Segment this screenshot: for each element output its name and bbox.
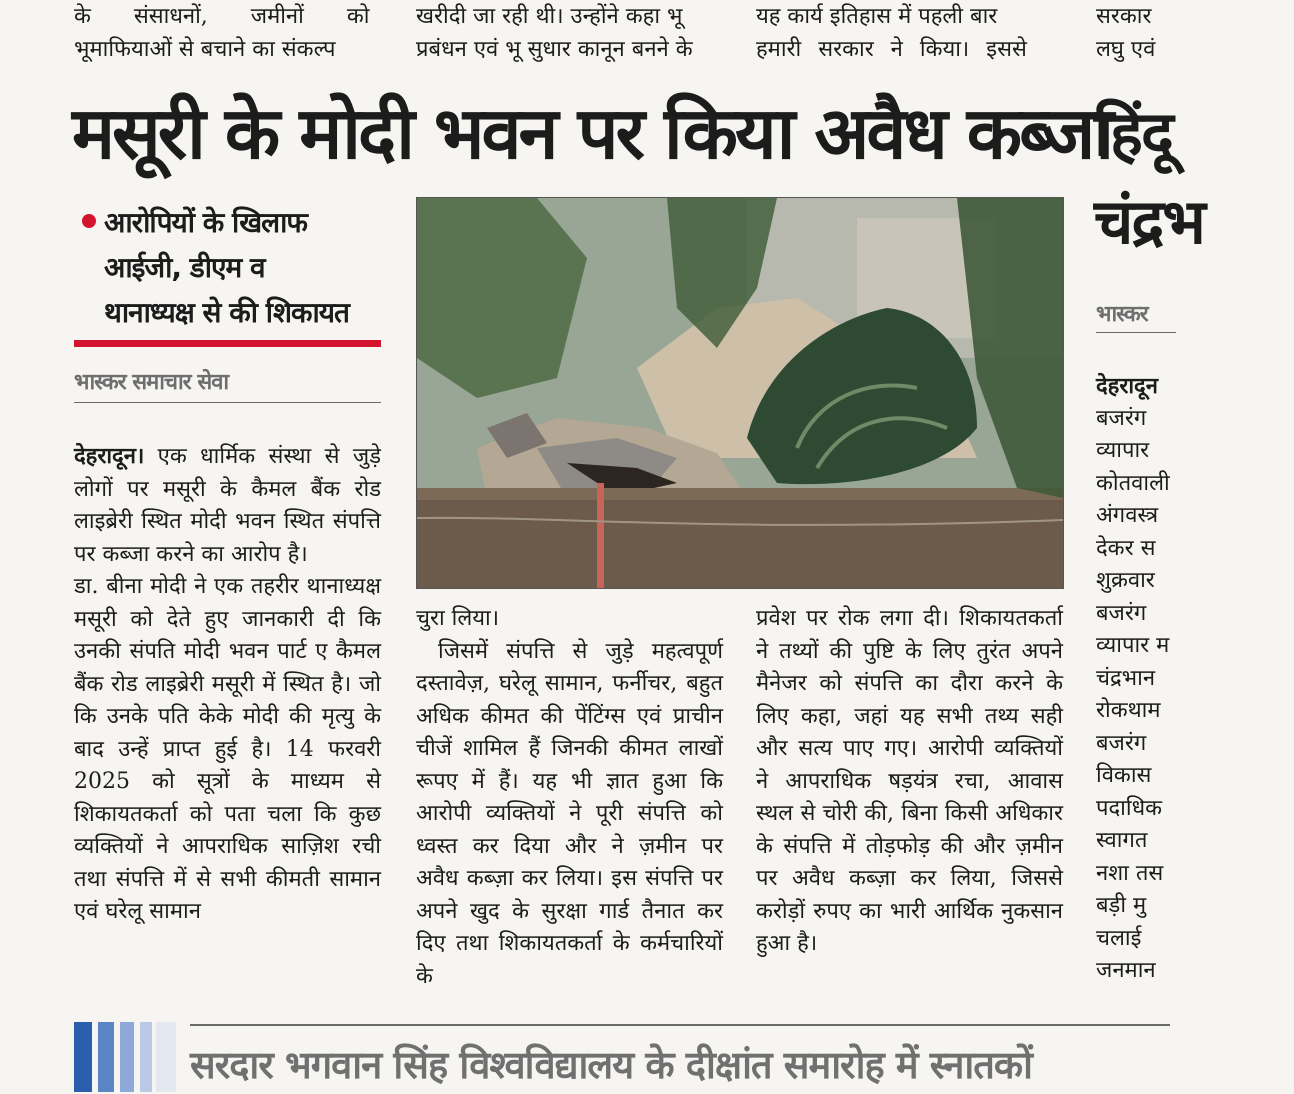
subhead-block	[78, 200, 398, 335]
col4-line: व्यापार	[1096, 438, 1150, 463]
col4-line: चलाई	[1096, 925, 1142, 951]
dateline: देहरादून	[1096, 373, 1158, 399]
footer-stripes	[74, 1022, 184, 1092]
col4-line: अंगवस्त्र	[1096, 503, 1159, 528]
article-column-4	[1096, 370, 1176, 988]
col4-line: बड़ी मु	[1096, 893, 1147, 918]
body-paragraph: प्रवेश पर रोक लगा दी। शिकायतकर्ता ने तथ्यों की पुष्टि के लिए तुरंत अपने मैनेजर को संपत्ति का दौरा करने के लिए कहा, जहां यह सभी तथ्य सही और सत्य पाए गए। आरोपी व्यक्तियों ने आपराधिक षड़यंत्र रचा, आवास स्थल से चोरी की, बिना किसी अधिकार के संपत्ति में तोड़फोड़ की और ज़मीन पर अवैध कब्ज़ा कर लिया, जिससे करोड़ों रुपए का भारी आर्थिक नुकसान हुआ है।	[756, 606, 1063, 956]
body-paragraph: डा. बीना मोदी ने एक तहरीर थानाध्यक्ष मसूरी को देते हुए जानकारी दी कि उनकी संपति मोदी भवन पार्ट ए कैमल बैंक रोड लाइब्रेरी मसूरी में स्थित है। जो कि उनके पति केके मोदी की मृत्यु के बाद उन्हें प्राप्त हुई है। 14 फरवरी 2025 को सूत्रों के माध्यम से शिकायतकर्ता को पता चला कि कुछ व्यक्तियों ने आपराधिक साज़िश रची तथा संपत्ति में से सभी कीमती सामान एवं घरेलू सामान	[74, 574, 381, 924]
stripe	[120, 1022, 134, 1092]
col4-line: पदाधिक	[1096, 795, 1163, 821]
top-strip-line: खरीदी जा रही थी। उन्होंने कहा भू	[416, 4, 683, 29]
lead-text: एक धार्मिक संस्था से जुड़े लोगों पर मसूरी के कैमल बैंक रोड लाइब्रेरी स्थित मोदी भवन स्थित संपत्ति पर कब्जा करने का आरोप है।	[74, 444, 381, 567]
footer-headline[interactable]: सरदार भगवान सिंह विश्वविद्यालय के दीक्षांत समारोह में स्नातकों	[190, 1043, 1032, 1087]
article-column-2	[416, 603, 723, 993]
col4-line: कोतवाली	[1096, 470, 1170, 496]
news-photo	[416, 197, 1064, 589]
top-strip-line: सरकार	[1096, 4, 1152, 29]
col4-line: चंद्रभान	[1096, 665, 1156, 691]
top-strip-col4	[1096, 0, 1170, 66]
stripe	[98, 1022, 114, 1092]
top-strip-line: हमारी सरकार ने किया। इससे	[756, 37, 1027, 62]
col4-line: व्यापार म	[1096, 633, 1170, 658]
top-strip-line: के संसाधनों, जमीनों को	[74, 4, 370, 29]
subhead-line: थानाध्यक्ष से की शिकायत	[104, 296, 349, 329]
col4-line: बजरंग	[1096, 730, 1147, 756]
footer-rule	[190, 1024, 1170, 1026]
main-headline[interactable]: मसूरी के मोदी भवन पर किया अवैध कब्जा	[72, 91, 1112, 175]
col4-line: बजरंग	[1096, 405, 1147, 431]
col4-line: नशा तस	[1096, 860, 1164, 886]
right-headline[interactable]	[1094, 90, 1294, 266]
red-bullet-icon	[82, 214, 96, 228]
right-headline-line: हिंदू	[1094, 97, 1172, 170]
top-strip-line: भूमाफियाओं से बचाने का संकल्प	[74, 37, 336, 62]
col4-line: बजरंग	[1096, 600, 1147, 626]
col4-line: रोकथाम	[1096, 698, 1161, 723]
byline: भास्कर समाचार सेवा	[74, 366, 381, 403]
col4-line: शुक्रवार	[1096, 568, 1155, 593]
stripe	[156, 1022, 176, 1092]
col4-line: विकास	[1096, 763, 1152, 788]
top-strip-col2	[416, 0, 726, 66]
subhead-line: आईजी, डीएम व	[104, 251, 265, 284]
right-headline-line: चंद्रभ	[1094, 185, 1204, 258]
top-strip-line: यह कार्य इतिहास में पहली बार	[756, 4, 998, 29]
top-strip-line: लघु एवं	[1096, 37, 1156, 62]
stripe	[74, 1022, 92, 1092]
top-strip-col1	[74, 0, 384, 66]
rubble-scene-image	[417, 198, 1063, 588]
dateline: देहरादून।	[74, 443, 145, 469]
col4-line: देकर स	[1096, 535, 1156, 561]
body-paragraph: जिसमें संपत्ति से जुड़े महत्वपूर्ण दस्तावेज़, घरेलू सामान, फर्नीचर, बहुत अधिक कीमत की पेंटिंग्स एवं प्राचीन चीजें शामिल हैं जिनकी कीमत लाखों रूपए में हैं। यह भी ज्ञात हुआ कि आरोपी व्यक्तियों ने पूरी संपत्ति को ध्वस्त कर दिया और ने ज़मीन पर अवैध कब्ज़ा कर लिया। इस संपत्ति पर अपने खुद के सुरक्षा गार्ड तैनात कर दिए तथा शिकायतकर्ता के कर्मचारियों के	[416, 638, 723, 989]
lead-paragraph	[74, 440, 381, 571]
subhead-line: आरोपियों के खिलाफ	[104, 206, 307, 239]
col4-line: जनमान	[1096, 958, 1156, 983]
col4-line: स्वागत	[1096, 828, 1148, 853]
stripe	[140, 1022, 152, 1092]
top-strip-line: प्रबंधन एवं भू सुधार कानून बनने के	[416, 37, 693, 62]
red-divider	[74, 340, 381, 347]
article-column-3	[756, 603, 1063, 961]
top-strip-col3	[756, 0, 1066, 66]
body-paragraph: चुरा लिया।	[416, 606, 500, 631]
byline-right: भास्कर	[1096, 298, 1176, 333]
article-column-1	[74, 440, 381, 929]
